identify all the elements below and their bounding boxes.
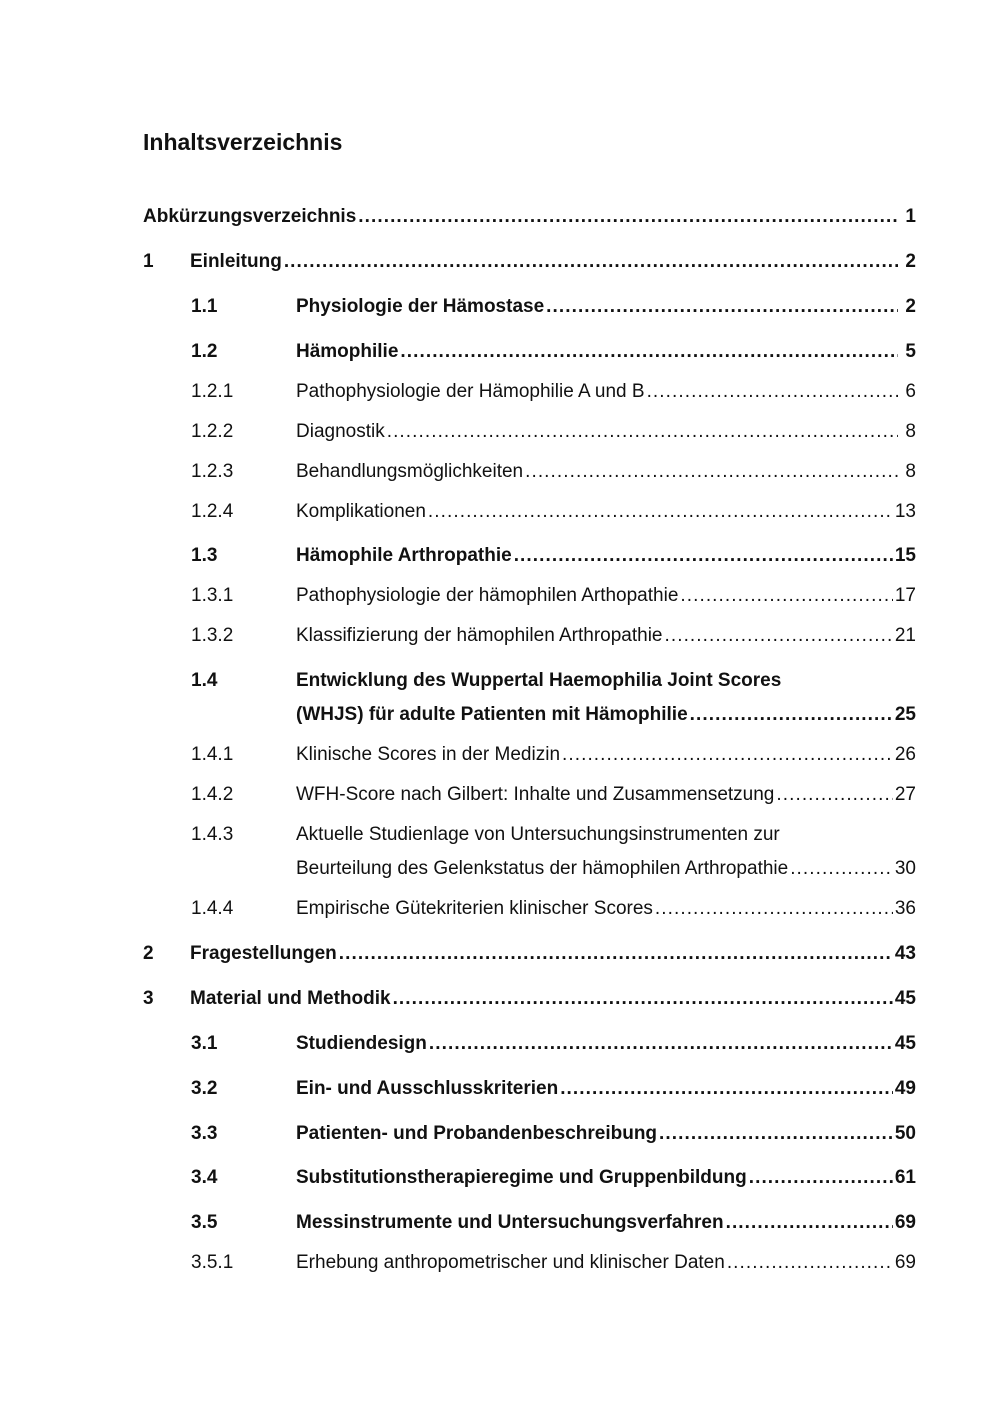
toc-dot-leader (747, 1161, 893, 1195)
toc-entry-number: 3.5.1 (191, 1252, 234, 1273)
toc-entry-title-line2: (WHJS) für adulte Patienten mit Hämophilie (296, 704, 688, 725)
toc-entry-page: 43 (894, 943, 916, 964)
toc-entry-page: 45 (894, 1033, 916, 1054)
toc-entry-page: 8 (905, 461, 916, 482)
toc-entry-page: 15 (894, 545, 916, 566)
toc-dot-leader (523, 455, 898, 489)
toc-entry-title-line1: Entwicklung des Wuppertal Haemophilia Joint Scores (296, 670, 782, 691)
toc-entry-title-line1: Aktuelle Studienlage von Untersuchungsinstrumenten zur (296, 824, 780, 845)
toc-entry-title: Behandlungsmöglichkeiten (296, 461, 524, 482)
toc-entry-1-2-2[interactable] (143, 415, 916, 449)
toc-entry-number: 1.4.1 (191, 744, 234, 765)
toc-dot-leader (282, 245, 898, 279)
toc-dot-leader (688, 698, 893, 732)
toc-entry-title: Klinische Scores in der Medizin (296, 744, 561, 765)
toc-entry-page: 27 (894, 784, 916, 805)
toc-entry-number: 1.2.4 (191, 501, 234, 522)
toc-entry-number: 2 (143, 943, 154, 964)
toc-entry-3-1[interactable] (143, 1027, 916, 1061)
toc-dot-leader (427, 1027, 893, 1061)
toc-entry-title: Ein- und Ausschlusskriterien (296, 1078, 559, 1099)
toc-entry-1-4-4[interactable] (143, 892, 916, 926)
toc-entry-title: Erhebung anthropometrischer und klinischer Daten (296, 1252, 725, 1273)
toc-entry-page: 61 (894, 1167, 916, 1188)
toc-entry-title: WFH-Score nach Gilbert: Inhalte und Zusammensetzung (296, 784, 775, 805)
toc-dot-leader (544, 290, 898, 324)
toc-entry-number: 1.4 (191, 670, 218, 691)
toc-entry-number: 1 (143, 251, 154, 272)
toc-dot-leader (788, 852, 893, 886)
toc-entry-number: 3 (143, 988, 154, 1009)
toc-entry-number: 1.4.2 (191, 784, 234, 805)
toc-entry-number: 3.1 (191, 1033, 218, 1054)
page-title: Inhaltsverzeichnis (143, 129, 343, 155)
toc-entry-1-1[interactable] (143, 290, 916, 324)
toc-entry-title: Einleitung (190, 251, 282, 272)
toc-dot-leader (512, 539, 893, 573)
toc-entry-number: 1.2 (191, 341, 218, 362)
toc-entry-number: 1.3 (191, 545, 218, 566)
toc-entry-page: 2 (905, 296, 916, 317)
toc-entry-page: 13 (894, 501, 916, 522)
toc-entry-number: 1.2.2 (191, 421, 234, 442)
toc-entry-title-line2: Beurteilung des Gelenkstatus der hämophilen Arthropathie (296, 858, 789, 879)
toc-entry-title: Pathophysiologie der hämophilen Arthopathie (296, 585, 679, 606)
toc-entry-title: Pathophysiologie der Hämophilie A und B (296, 381, 645, 402)
toc-dot-leader (398, 335, 898, 369)
toc-entry-page: 50 (894, 1123, 916, 1144)
toc-entry-title: Material und Methodik (190, 988, 391, 1009)
toc-entry-number: 1.1 (191, 296, 218, 317)
toc-entry-page: 6 (905, 381, 916, 402)
toc-dot-leader (645, 375, 898, 409)
toc-dot-leader (560, 738, 893, 772)
toc-entry-3-5[interactable] (143, 1206, 916, 1240)
toc-dot-leader (426, 495, 893, 529)
toc-entry-number: 1.4.3 (191, 824, 234, 845)
toc-entry-1-2-4[interactable] (143, 495, 916, 529)
toc-entry-title: Fragestellungen (190, 943, 337, 964)
toc-entry-title: Patienten- und Probandenbeschreibung (296, 1123, 658, 1144)
toc-entry-title: Hämophile Arthropathie (296, 545, 512, 566)
toc-entry-title: Diagnostik (296, 421, 385, 442)
toc-entry-page: 45 (894, 988, 916, 1009)
toc-dot-leader (724, 1206, 893, 1240)
toc-entry-number: 1.4.4 (191, 898, 234, 919)
toc-entry-title: Substitutionstherapieregime und Gruppenbildung (296, 1167, 747, 1188)
toc-entry-title: Empirische Gütekriterien klinischer Scores (296, 898, 653, 919)
toc-entry-title: Studiendesign (296, 1033, 427, 1054)
toc-dot-leader (678, 579, 892, 613)
toc-entry-page: 26 (894, 744, 916, 765)
toc-entry-1[interactable] (143, 245, 916, 279)
toc-entry-1-2-1[interactable] (143, 375, 916, 409)
toc-entry-page: 8 (905, 421, 916, 442)
toc-entry-number: 1.2.1 (191, 381, 234, 402)
toc-entry-abkuerzungsverzeichnis[interactable] (143, 200, 916, 234)
toc-entry-number: 3.4 (191, 1167, 218, 1188)
toc-dot-leader (774, 778, 892, 812)
toc-entry-1-3-1[interactable] (143, 579, 916, 613)
toc-entry-1-4[interactable] (143, 664, 916, 732)
toc-entry-page: 17 (894, 585, 916, 606)
toc-dot-leader (337, 937, 893, 971)
toc-entry-2[interactable] (143, 937, 916, 971)
toc-dot-leader (657, 1117, 893, 1151)
toc-dot-leader (663, 619, 893, 653)
toc-entry-title: Hämophilie (296, 341, 399, 362)
toc-entry-3-5-1[interactable] (143, 1246, 916, 1280)
toc-entry-title: Physiologie der Hämostase (296, 296, 545, 317)
toc-entry-page: 1 (905, 206, 916, 227)
toc-entry-page: 30 (894, 858, 916, 879)
toc-entry-page: 25 (894, 704, 916, 725)
toc-entry-page: 69 (894, 1212, 916, 1233)
toc-entry-1-2[interactable] (143, 335, 916, 369)
toc-entry-page: 69 (894, 1252, 916, 1273)
toc-dot-leader (356, 200, 898, 234)
toc-entry-3-4[interactable] (143, 1161, 916, 1195)
toc-entry-title: Abkürzungsverzeichnis (143, 206, 357, 227)
toc-entry-3-2[interactable] (143, 1072, 916, 1106)
toc-dot-leader (558, 1072, 893, 1106)
toc-entry-page: 49 (894, 1078, 916, 1099)
toc-entry-page: 2 (905, 251, 916, 272)
toc-entry-1-4-1[interactable] (143, 738, 916, 772)
toc-entry-number: 3.3 (191, 1123, 218, 1144)
toc-entry-1-3[interactable] (143, 539, 916, 573)
toc-entry-page: 21 (894, 625, 916, 646)
toc-dot-leader (391, 982, 893, 1016)
toc-entry-number: 3.5 (191, 1212, 218, 1233)
toc-dot-leader (725, 1246, 893, 1280)
toc-dot-leader (385, 415, 898, 449)
toc-entry-1-3-2[interactable] (143, 619, 916, 653)
toc-entry-1-4-2[interactable] (143, 778, 916, 812)
toc-entry-3[interactable] (143, 982, 916, 1016)
toc-entry-title: Messinstrumente und Untersuchungsverfahren (296, 1212, 724, 1233)
toc-entry-page: 5 (905, 341, 916, 362)
toc-entry-number: 1.3.2 (191, 625, 234, 646)
toc-dot-leader (653, 892, 893, 926)
toc-entry-page: 36 (894, 898, 916, 919)
toc-entry-number: 3.2 (191, 1078, 218, 1099)
toc-entry-3-3[interactable] (143, 1117, 916, 1151)
toc-entry-title: Klassifizierung der hämophilen Arthropathie (296, 625, 663, 646)
toc-entry-1-4-3[interactable] (143, 818, 916, 886)
toc-entry-title: Komplikationen (296, 501, 426, 522)
toc-entry-number: 1.2.3 (191, 461, 234, 482)
toc-entry-1-2-3[interactable] (143, 455, 916, 489)
toc-entry-number: 1.3.1 (191, 585, 234, 606)
